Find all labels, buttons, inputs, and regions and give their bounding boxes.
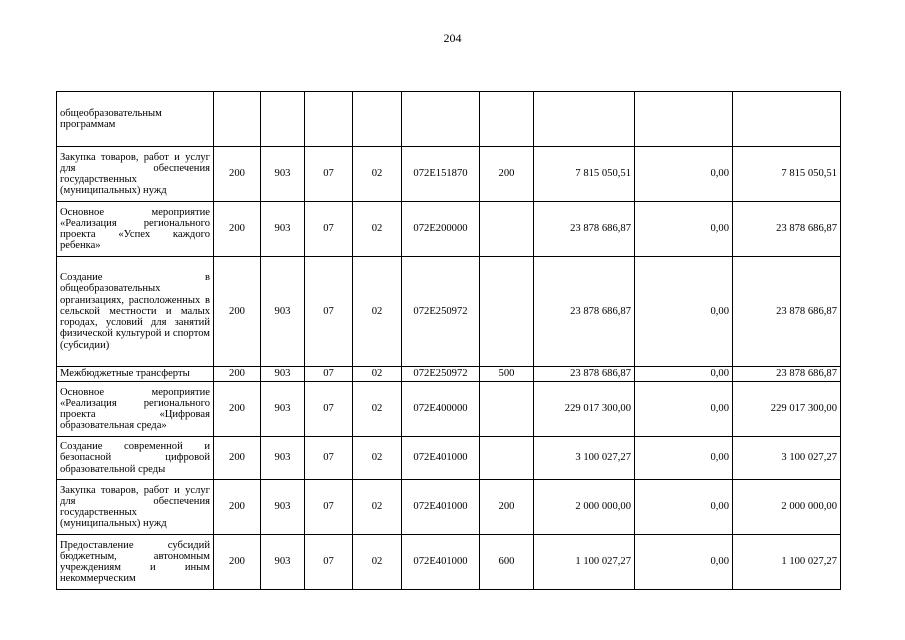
admin-code-cell: 200 bbox=[214, 535, 261, 590]
department-code-cell: 903 bbox=[261, 202, 305, 257]
subsection-code-cell: 02 bbox=[353, 437, 402, 480]
target-article-cell: 072E151870 bbox=[402, 147, 480, 202]
amount-cell: 1 100 027,27 bbox=[534, 535, 635, 590]
subsection-code-cell: 02 bbox=[353, 367, 402, 382]
change-cell: 0,00 bbox=[635, 257, 733, 367]
admin-code-cell: 200 bbox=[214, 257, 261, 367]
budget-table bbox=[56, 91, 841, 590]
table-row bbox=[57, 480, 841, 535]
change-cell bbox=[635, 92, 733, 147]
row-name-cell: Предоставление субсидий бюджетным, автономным учреждениям и иным некоммерческим bbox=[57, 535, 214, 590]
department-code-cell bbox=[261, 92, 305, 147]
change-cell: 0,00 bbox=[635, 535, 733, 590]
subsection-code-cell: 02 bbox=[353, 147, 402, 202]
department-code-cell: 903 bbox=[261, 382, 305, 437]
subsection-code-cell: 02 bbox=[353, 480, 402, 535]
subsection-code-cell: 02 bbox=[353, 257, 402, 367]
table-row bbox=[57, 437, 841, 480]
amount-cell: 3 100 027,27 bbox=[534, 437, 635, 480]
department-code-cell: 903 bbox=[261, 437, 305, 480]
admin-code-cell: 200 bbox=[214, 147, 261, 202]
section-code-cell: 07 bbox=[305, 367, 353, 382]
amount-cell: 7 815 050,51 bbox=[534, 147, 635, 202]
row-name-cell: Закупка товаров, работ и услуг для обеспечения государственных (муниципальных) нужд bbox=[57, 147, 214, 202]
total-cell: 3 100 027,27 bbox=[733, 437, 841, 480]
section-code-cell bbox=[305, 92, 353, 147]
department-code-cell: 903 bbox=[261, 367, 305, 382]
table-row bbox=[57, 92, 841, 147]
total-cell: 23 878 686,87 bbox=[733, 257, 841, 367]
change-cell: 0,00 bbox=[635, 202, 733, 257]
section-code-cell: 07 bbox=[305, 480, 353, 535]
table-row bbox=[57, 535, 841, 590]
section-code-cell: 07 bbox=[305, 202, 353, 257]
section-code-cell: 07 bbox=[305, 257, 353, 367]
expense-type-cell: 200 bbox=[480, 480, 534, 535]
amount-cell: 229 017 300,00 bbox=[534, 382, 635, 437]
target-article-cell: 072E250972 bbox=[402, 257, 480, 367]
amount-cell: 23 878 686,87 bbox=[534, 367, 635, 382]
expense-type-cell bbox=[480, 382, 534, 437]
admin-code-cell bbox=[214, 92, 261, 147]
expense-type-cell bbox=[480, 437, 534, 480]
expense-type-cell bbox=[480, 257, 534, 367]
row-name-cell: Основное мероприятие «Реализация регионального проекта «Цифровая образовательная среда» bbox=[57, 382, 214, 437]
target-article-cell: 072E401000 bbox=[402, 437, 480, 480]
target-article-cell: 072E401000 bbox=[402, 480, 480, 535]
change-cell: 0,00 bbox=[635, 147, 733, 202]
expense-type-cell: 200 bbox=[480, 147, 534, 202]
expense-type-cell: 500 bbox=[480, 367, 534, 382]
change-cell: 0,00 bbox=[635, 480, 733, 535]
row-name-cell: общеобразовательным программам bbox=[57, 92, 214, 147]
admin-code-cell: 200 bbox=[214, 437, 261, 480]
total-cell: 1 100 027,27 bbox=[733, 535, 841, 590]
admin-code-cell: 200 bbox=[214, 382, 261, 437]
admin-code-cell: 200 bbox=[214, 202, 261, 257]
target-article-cell: 072E250972 bbox=[402, 367, 480, 382]
expense-type-cell bbox=[480, 92, 534, 147]
amount-cell bbox=[534, 92, 635, 147]
page-number: 204 bbox=[443, 31, 462, 45]
target-article-cell bbox=[402, 92, 480, 147]
table-row bbox=[57, 367, 841, 382]
change-cell: 0,00 bbox=[635, 437, 733, 480]
total-cell: 23 878 686,87 bbox=[733, 367, 841, 382]
target-article-cell: 072E401000 bbox=[402, 535, 480, 590]
expense-type-cell bbox=[480, 202, 534, 257]
row-name-cell: Межбюджетные трансферты bbox=[57, 367, 214, 382]
admin-code-cell: 200 bbox=[214, 367, 261, 382]
total-cell: 23 878 686,87 bbox=[733, 202, 841, 257]
table-row bbox=[57, 202, 841, 257]
subsection-code-cell: 02 bbox=[353, 382, 402, 437]
row-name-cell: Закупка товаров, работ и услуг для обеспечения государственных (муниципальных) нужд bbox=[57, 480, 214, 535]
section-code-cell: 07 bbox=[305, 437, 353, 480]
table-row bbox=[57, 257, 841, 367]
amount-cell: 23 878 686,87 bbox=[534, 202, 635, 257]
total-cell bbox=[733, 92, 841, 147]
total-cell: 2 000 000,00 bbox=[733, 480, 841, 535]
subsection-code-cell bbox=[353, 92, 402, 147]
change-cell: 0,00 bbox=[635, 382, 733, 437]
department-code-cell: 903 bbox=[261, 257, 305, 367]
target-article-cell: 072E400000 bbox=[402, 382, 480, 437]
row-name-cell: Основное мероприятие «Реализация регионального проекта «Успех каждого ребенка» bbox=[57, 202, 214, 257]
subsection-code-cell: 02 bbox=[353, 202, 402, 257]
section-code-cell: 07 bbox=[305, 535, 353, 590]
department-code-cell: 903 bbox=[261, 480, 305, 535]
subsection-code-cell: 02 bbox=[353, 535, 402, 590]
amount-cell: 23 878 686,87 bbox=[534, 257, 635, 367]
change-cell: 0,00 bbox=[635, 367, 733, 382]
row-name-cell: Создание в общеобразовательных организациях, расположенных в сельской местности и малых городах, условий для занятий физической культурой и спортом (субсидии) bbox=[57, 257, 214, 367]
total-cell: 7 815 050,51 bbox=[733, 147, 841, 202]
table-row bbox=[57, 147, 841, 202]
section-code-cell: 07 bbox=[305, 147, 353, 202]
total-cell: 229 017 300,00 bbox=[733, 382, 841, 437]
admin-code-cell: 200 bbox=[214, 480, 261, 535]
target-article-cell: 072E200000 bbox=[402, 202, 480, 257]
department-code-cell: 903 bbox=[261, 535, 305, 590]
amount-cell: 2 000 000,00 bbox=[534, 480, 635, 535]
table-row bbox=[57, 382, 841, 437]
section-code-cell: 07 bbox=[305, 382, 353, 437]
department-code-cell: 903 bbox=[261, 147, 305, 202]
expense-type-cell: 600 bbox=[480, 535, 534, 590]
row-name-cell: Создание современной и безопасной цифровой образовательной среды bbox=[57, 437, 214, 480]
